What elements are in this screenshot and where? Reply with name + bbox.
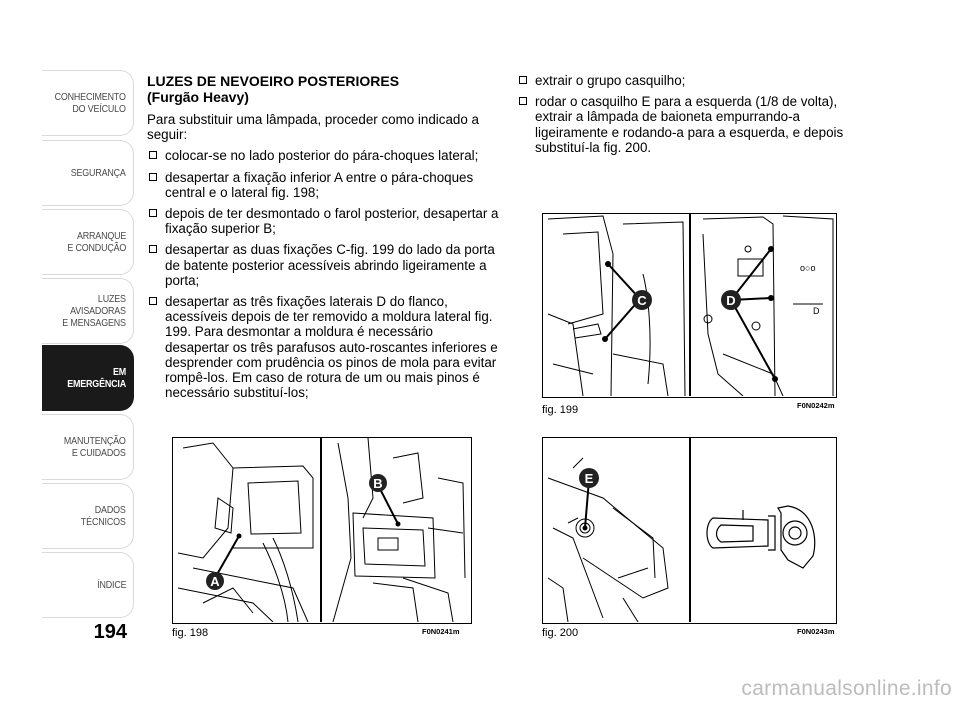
list-item: extrair o grupo casquilho;: [517, 73, 857, 88]
sidebar-tab-conhecimento[interactable]: [42, 70, 134, 136]
title-line-2: (Furgão Heavy): [147, 89, 249, 105]
sidebar-tab-indice[interactable]: [42, 552, 134, 618]
instruction-list: [147, 148, 499, 400]
list-item: desapertar as duas fixações C-fig. 199 do lado da porta de batente posterior acessíveis abrindo ligeiramente a porta;: [147, 242, 499, 288]
marker-a: A: [210, 574, 220, 589]
figure-199-caption: fig. 199: [542, 404, 579, 416]
tab-label: DADOS TÉCNICOS: [81, 504, 126, 528]
section-title: [147, 73, 499, 105]
title-line-1: LUZES DE NEVOEIRO POSTERIORES: [147, 73, 400, 89]
list-item: depois de ter desmontado o farol posterior, desapertar a fixação superior B;: [147, 206, 499, 236]
figure-200-illustration: [543, 438, 835, 622]
right-column: [517, 73, 857, 161]
marker-b: B: [373, 476, 383, 491]
tab-label: EM EMERGÊNCIA: [67, 366, 126, 390]
left-column: [147, 73, 499, 406]
figure-199-illustration: [543, 214, 835, 396]
tab-label: MANUTENÇÃO E CUIDADOS: [64, 435, 126, 459]
sidebar-tab-manutencao[interactable]: [42, 414, 134, 480]
tab-label: LUZES AVISADORAS E MENSAGENS: [62, 293, 126, 329]
intro-text: Para substituir uma lâmpada, proceder como indicado a seguir:: [147, 112, 479, 143]
figure-198: [172, 437, 472, 624]
figure-200: [542, 437, 837, 624]
figure-200-code: F0N0243m: [797, 627, 835, 636]
page-number: 194: [93, 621, 127, 643]
sidebar-tab-arranque[interactable]: [42, 209, 134, 275]
sidebar-tab-luzes[interactable]: [42, 278, 134, 344]
tab-label: SEGURANÇA: [70, 167, 126, 179]
tab-label: ÍNDICE: [96, 579, 126, 591]
figure-198-illustration: [173, 438, 470, 622]
sidebar-tab-emergencia[interactable]: [42, 345, 134, 411]
watermark: carmanualsonline.info: [741, 677, 952, 700]
figure-199-code: F0N0242m: [797, 401, 835, 410]
marker-e: E: [584, 471, 594, 486]
figure-199: [542, 213, 837, 398]
tab-label: ARRANQUE E CONDUÇÃO: [67, 230, 126, 254]
list-item: desapertar as três fixações laterais D do flanco, acessíveis depois de ter removido a moldura lateral fig. 199. Para desmontar a moldura é necessário desapertar os três parafusos auto-roscantes inferiores e desprender com prudência os pinos de mola para evitar rompê-los. Em caso de rotura de um ou mais pinos é necessário substituí-los;: [147, 294, 499, 400]
figure-200-caption: fig. 200: [542, 627, 579, 639]
sidebar-tab-dados[interactable]: [42, 483, 134, 549]
marker-d: D: [726, 293, 736, 308]
instruction-list-right: [517, 73, 857, 155]
sidebar-tab-seguranca[interactable]: [42, 140, 134, 206]
marker-c: C: [637, 293, 647, 308]
list-item: desapertar a fixação inferior A entre o pára-choques central e o lateral fig. 198;: [147, 170, 499, 200]
svg-text:o○o: o○o: [800, 263, 816, 273]
figure-198-caption: fig. 198: [172, 627, 209, 639]
figure-198-code: F0N0241m: [422, 627, 460, 636]
list-item: colocar-se no lado posterior do pára-choques lateral;: [147, 148, 499, 163]
svg-text:D: D: [813, 306, 820, 316]
list-item: rodar o casquilho E para a esquerda (1/8 de volta), extrair a lâmpada de baioneta empurrando-a ligeiramente e rodando-a para a esquerda, e depois substituí-la fig. 200.: [517, 94, 857, 155]
tab-label: CONHECIMENTO DO VEÍCULO: [54, 91, 126, 115]
